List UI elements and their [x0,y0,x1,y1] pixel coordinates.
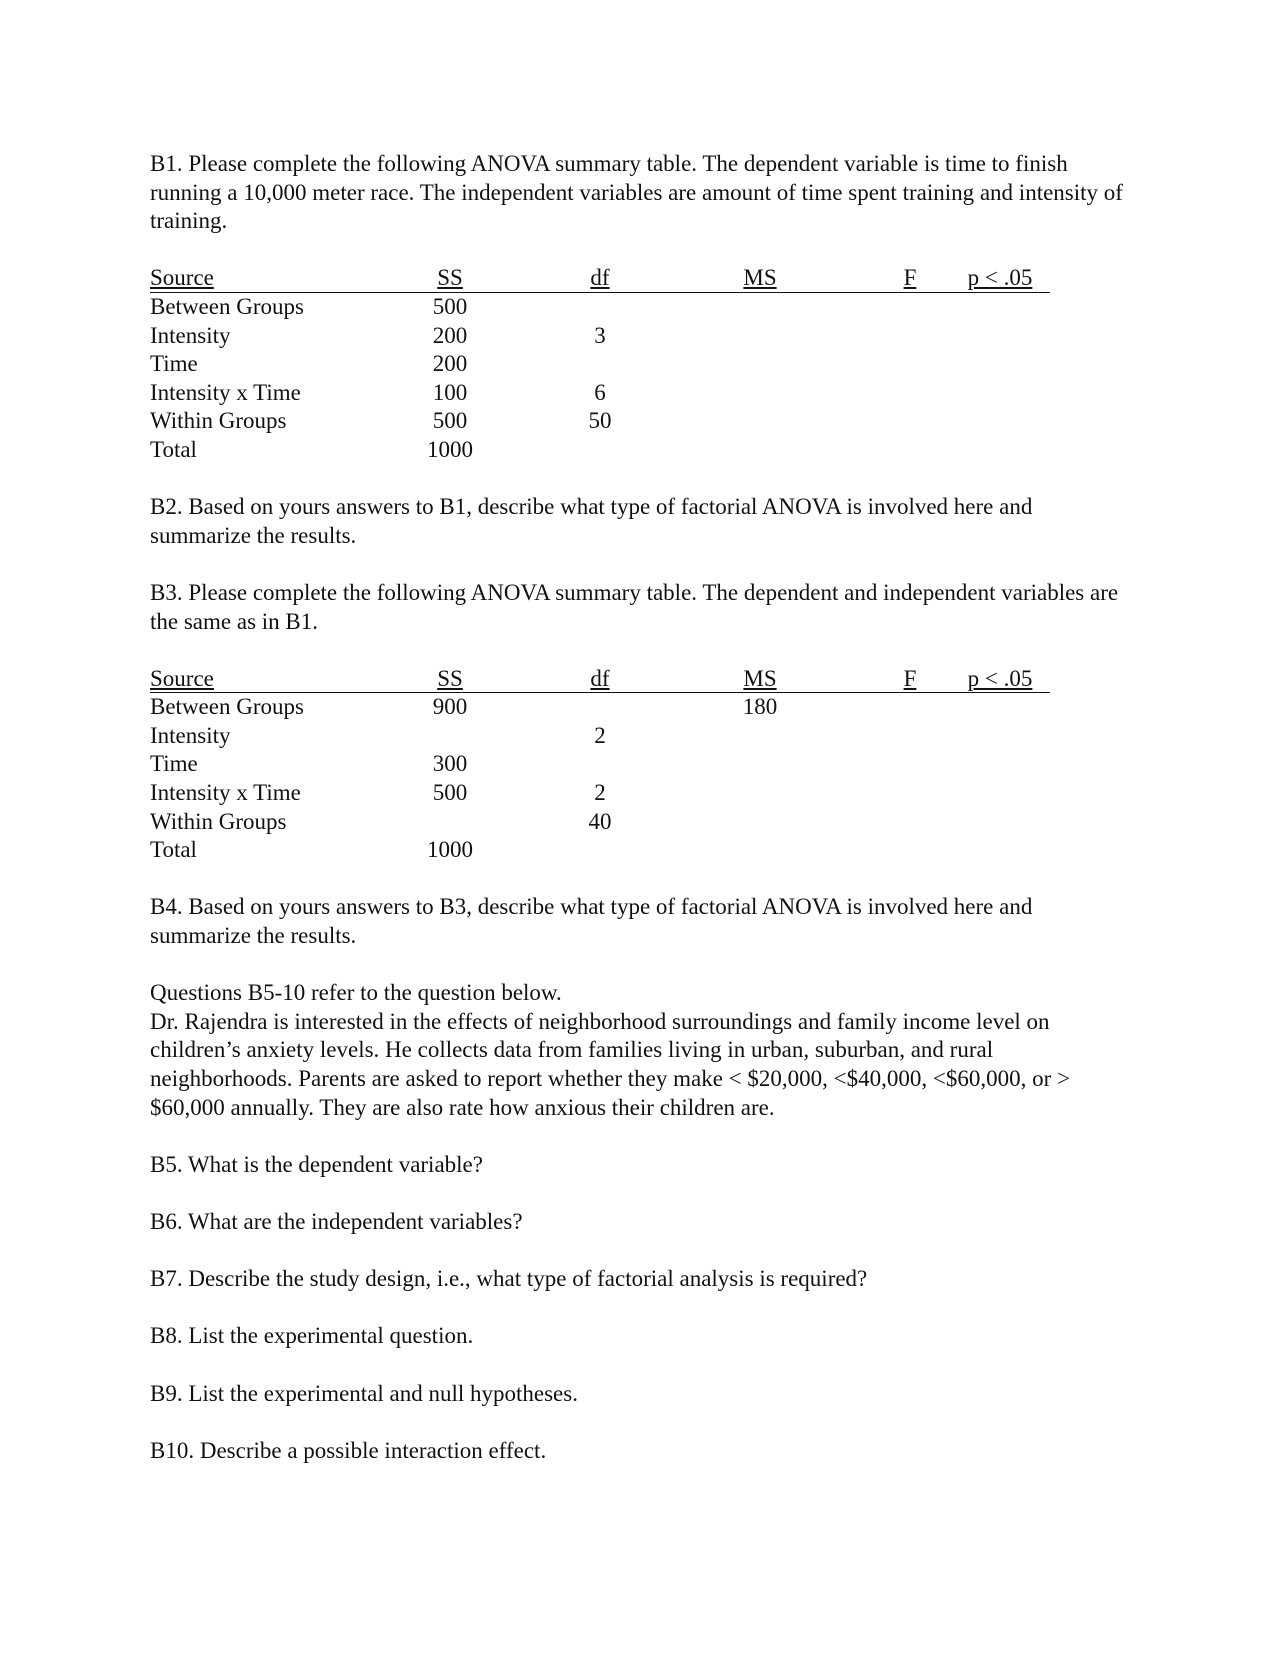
table-row [150,407,1050,436]
table-row [150,693,1050,722]
row-ss: 900 [432,694,468,720]
anova-table-b3 [150,665,1050,865]
table-row [150,722,1050,751]
table-row [150,836,1050,865]
table-row [150,750,1050,779]
worksheet-page [150,150,1130,1465]
row-ss: 500 [432,293,468,319]
table-row [150,350,1050,379]
table-header-row [150,264,1050,293]
row-source: Total [150,837,197,863]
header-source: Source [150,265,214,291]
header-p: p < .05 [967,265,1033,291]
row-ss: 500 [432,408,468,434]
row-source: Within Groups [150,808,287,834]
row-df: 2 [594,780,606,806]
table-header-row [150,665,1050,694]
header-ss: SS [437,265,463,291]
question-b1: B1. Please complete the following ANOVA summary table. The dependent variable is time to finish running a 10,000 meter race. The independent variables are amount of time spent training and intensity of training. [150,151,1123,234]
row-source: Between Groups [150,293,304,319]
header-df: df [590,665,610,691]
header-ms: MS [743,265,777,291]
header-ms: MS [743,665,777,691]
row-df: 2 [594,722,606,748]
row-ss: 1000 [427,837,473,863]
question-b8: B8. List the experimental question. [150,1323,474,1349]
row-source: Between Groups [150,694,304,720]
question-b5: B5. What is the dependent variable? [150,1151,483,1177]
header-ss: SS [437,665,463,691]
header-f: F [903,665,917,691]
question-b6: B6. What are the independent variables? [150,1208,523,1234]
row-df: 6 [594,379,606,405]
question-b10: B10. Describe a possible interaction effect. [150,1437,547,1463]
question-b3: B3. Please complete the following ANOVA summary table. The dependent and independent variables are the same as in B1. [150,579,1119,634]
row-ss: 100 [432,379,468,405]
row-ms: 180 [742,694,778,720]
row-source: Intensity [150,322,231,348]
question-b7: B7. Describe the study design, i.e., what type of factorial analysis is required? [150,1266,868,1292]
header-p: p < .05 [967,665,1033,691]
scenario-intro: Questions B5-10 refer to the question below. [150,980,562,1006]
table-row [150,808,1050,837]
question-b4: B4. Based on yours answers to B3, describe what type of factorial ANOVA is involved here and summarize the results. [150,894,1033,949]
row-source: Within Groups [150,408,287,434]
row-ss: 1000 [427,436,473,462]
scenario-text: Dr. Rajendra is interested in the effects of neighborhood surroundings and family income level on children’s anxiety levels. He collects data from families living in urban, suburban, and rural neighborhoods. Parents are asked to report whether they make < $20,000, <$40,000, <$60,000, or > $60,000 annually. They are also rate how anxious their children are. [150,1008,1070,1120]
anova-table-b1 [150,264,1050,464]
question-b9: B9. List the experimental and null hypotheses. [150,1380,578,1406]
row-source: Time [150,751,198,777]
table-row [150,293,1050,322]
table-row [150,379,1050,408]
row-source: Total [150,436,197,462]
row-ss: 300 [432,751,468,777]
row-source: Time [150,351,198,377]
row-source: Intensity x Time [150,780,301,806]
row-df: 40 [588,808,612,834]
table-row [150,779,1050,808]
row-df: 3 [594,322,606,348]
row-ss: 200 [432,351,468,377]
header-df: df [590,265,610,291]
table-row [150,322,1050,351]
row-ss: 200 [432,322,468,348]
row-source: Intensity x Time [150,379,301,405]
question-b2: B2. Based on yours answers to B1, describe what type of factorial ANOVA is involved here and summarize the results. [150,494,1033,548]
row-df: 50 [588,408,612,434]
header-f: F [903,265,917,291]
table-row [150,436,1050,465]
header-source: Source [150,665,214,691]
row-ss: 500 [432,780,468,806]
row-source: Intensity [150,722,231,748]
